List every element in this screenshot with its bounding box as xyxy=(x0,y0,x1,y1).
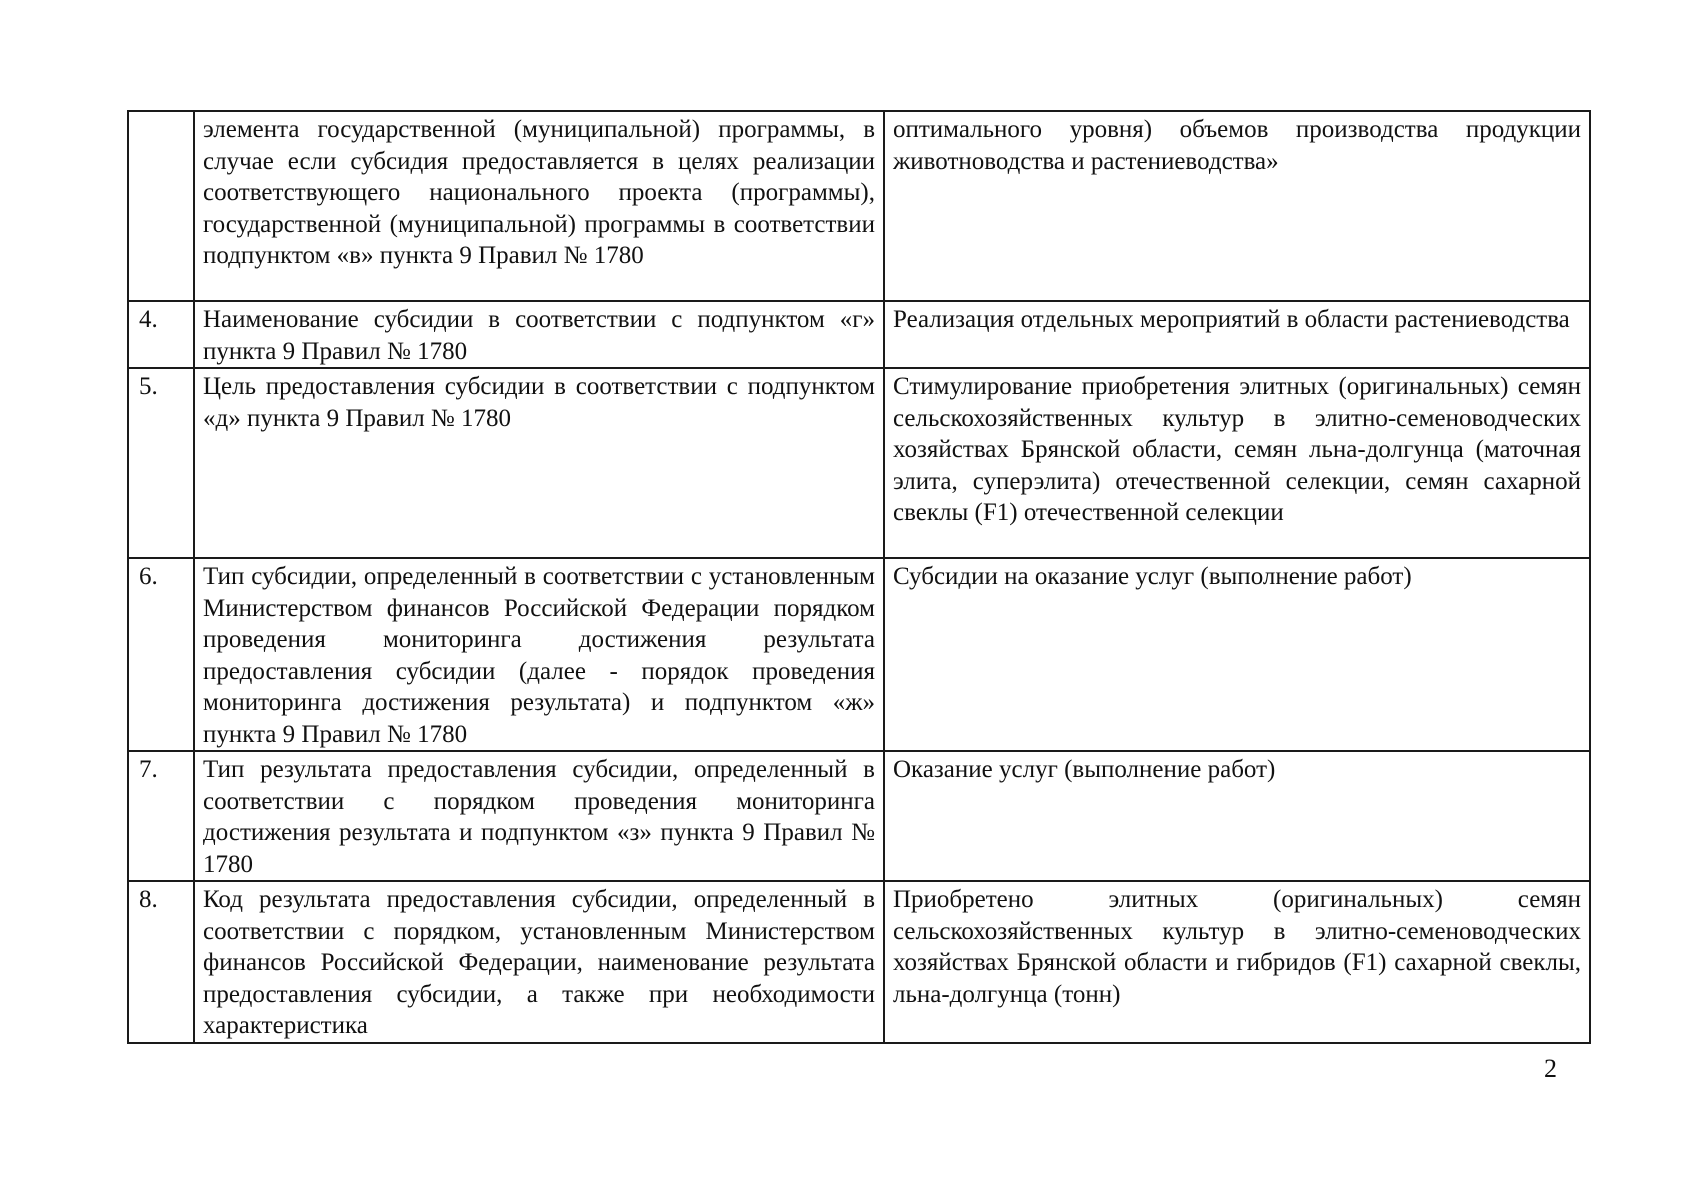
row-field-value: Стимулирование приобретения элитных (оригинальных) семян сельскохозяйственных культур в элитно-семеноводческих хозяйствах Брянской области, семян льна-долгунца (маточная элита, суперэлита) отечественной селекции, семян сахарной свеклы (F1) отечественной селекции xyxy=(884,368,1590,558)
row-field-description: Цель предоставления субсидии в соответствии с подпунктом «д» пункта 9 Правил № 1780 xyxy=(194,368,884,558)
row-number: 5. xyxy=(128,368,194,558)
row-number: 7. xyxy=(128,751,194,881)
document-table xyxy=(127,110,1591,1044)
row-field-value: оптимального уровня) объемов производства продукции животноводства и растениеводства» xyxy=(884,111,1590,301)
row-number: 8. xyxy=(128,881,194,1043)
row-field-description: элемента государственной (муниципальной) программы, в случае если субсидия предоставляется в целях реализации соответствующего национального проекта (программы), государственной (муниципальной) программы в соответствии подпунктом «в» пункта 9 Правил № 1780 xyxy=(194,111,884,301)
table-row xyxy=(128,558,1590,751)
row-number xyxy=(128,111,194,301)
row-field-value: Субсидии на оказание услуг (выполнение работ) xyxy=(884,558,1590,751)
table-row xyxy=(128,751,1590,881)
row-field-description: Код результата предоставления субсидии, определенный в соответствии с порядком, установленным Министерством финансов Российской Федерации, наименование результата предоставления субсидии, а также при необходимости характеристика xyxy=(194,881,884,1043)
row-field-value: Оказание услуг (выполнение работ) xyxy=(884,751,1590,881)
row-field-value: Приобретено элитных (оригинальных) семян сельскохозяйственных культур в элитно-семеноводческих хозяйствах Брянской области и гибридов (F1) сахарной свеклы, льна-долгунца (тонн) xyxy=(884,881,1590,1043)
row-number: 6. xyxy=(128,558,194,751)
row-field-description: Тип результата предоставления субсидии, определенный в соответствии с порядком проведения мониторинга достижения результата и подпунктом «з» пункта 9 Правил № 1780 xyxy=(194,751,884,881)
table-row xyxy=(128,111,1590,301)
row-field-description: Тип субсидии, определенный в соответствии с установленным Министерством финансов Российской Федерации порядком проведения мониторинга достижения результата предоставления субсидии (далее - порядок проведения мониторинга достижения результата) и подпунктом «ж» пункта 9 Правил № 1780 xyxy=(194,558,884,751)
table-row xyxy=(128,301,1590,368)
row-number: 4. xyxy=(128,301,194,368)
table-row xyxy=(128,368,1590,558)
page-number: 2 xyxy=(1544,1054,1557,1083)
row-field-description: Наименование субсидии в соответствии с подпунктом «г» пункта 9 Правил № 1780 xyxy=(194,301,884,368)
table-row xyxy=(128,881,1590,1043)
row-field-value: Реализация отдельных мероприятий в области растениеводства xyxy=(884,301,1590,368)
